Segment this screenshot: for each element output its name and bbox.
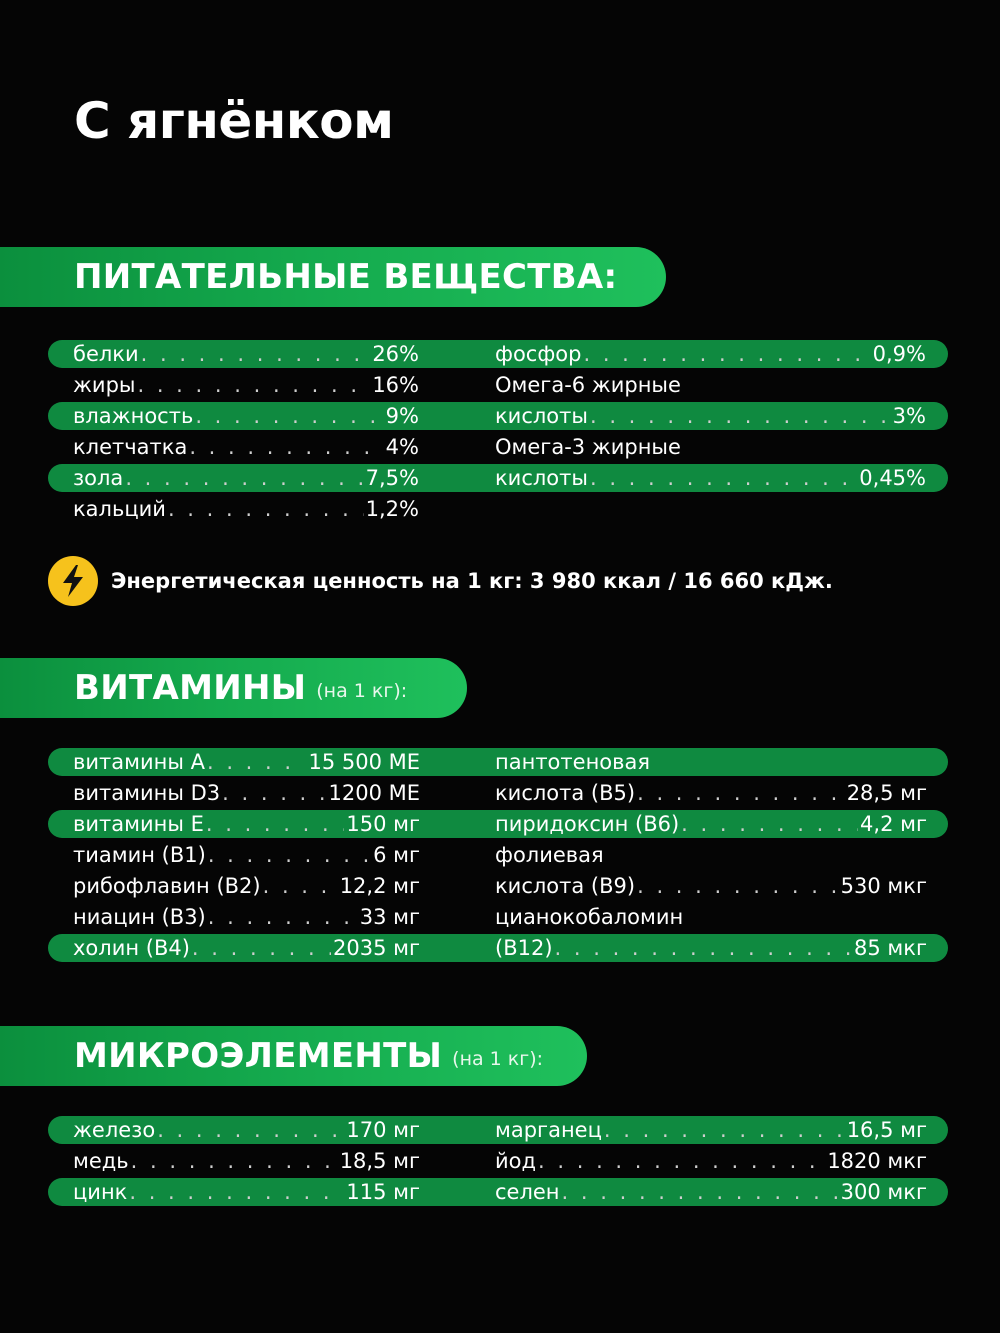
item-value: 16%: [372, 372, 419, 397]
item-value: 12,2 мг: [339, 873, 420, 898]
item-value: 16,5 мг: [846, 1117, 927, 1142]
item-label: тиамин (В1): [73, 842, 206, 867]
list-item: [495, 400, 926, 431]
item-value: 530 мкг: [840, 873, 927, 898]
lightning-bolt-icon: [48, 556, 98, 606]
nutrients-heading: ПИТАТЕЛЬНЫЕ ВЕЩЕСТВА:: [74, 257, 618, 297]
nutrients-banner: [0, 247, 666, 307]
list-item: [73, 901, 420, 932]
item-value: 0,9%: [872, 341, 926, 366]
list-item: [495, 1145, 927, 1176]
item-label: кислоты: [495, 403, 588, 428]
vitamins-right-column: [495, 746, 927, 963]
item-label: кислота (В5): [495, 780, 636, 805]
item-label: цианокобаломин: [495, 904, 684, 929]
item-value: 150 мг: [346, 811, 420, 836]
list-item: [73, 493, 419, 524]
item-value: 18,5 мг: [339, 1148, 420, 1173]
item-value: 1200 МЕ: [328, 780, 420, 805]
list-item: [73, 431, 419, 462]
item-label: холин (В4): [73, 935, 190, 960]
item-value: 170 мг: [346, 1117, 420, 1142]
page-title: С ягнёнком: [74, 92, 394, 150]
item-label: кислоты: [495, 465, 588, 490]
item-value: 85 мкг: [854, 935, 927, 960]
item-label: фосфор: [495, 341, 582, 366]
list-item: [73, 1145, 420, 1176]
energy-text: Энергетическая ценность на 1 кг: 3 980 ккал / 16 660 кДж.: [111, 569, 833, 593]
item-label: цинк: [73, 1179, 128, 1204]
item-label: железо: [73, 1117, 156, 1142]
item-label: влажность: [73, 403, 194, 428]
microelements-note: (на 1 кг):: [452, 1048, 544, 1070]
list-item: [495, 901, 927, 932]
item-label: селен: [495, 1179, 560, 1204]
item-label: пантотеновая: [495, 749, 651, 774]
list-item: [495, 1114, 927, 1145]
item-label: марганец: [495, 1117, 602, 1142]
item-label: йод: [495, 1148, 537, 1173]
item-label: Омега-3 жирные: [495, 434, 681, 459]
list-item: [73, 839, 420, 870]
list-item: [73, 777, 420, 808]
item-value: 115 мг: [346, 1179, 420, 1204]
vitamins-left-column: [73, 746, 420, 963]
item-value: 28,5 мг: [846, 780, 927, 805]
list-item: [495, 1176, 927, 1207]
item-label: медь: [73, 1148, 129, 1173]
microelements-banner: [0, 1026, 587, 1086]
vitamins-note: (на 1 кг):: [316, 680, 408, 702]
item-label: зола: [73, 465, 124, 490]
list-item: [495, 462, 926, 493]
list-item: [495, 338, 926, 369]
item-label: витамины А: [73, 749, 205, 774]
item-label: витамины D3: [73, 780, 221, 805]
item-label: витамины Е: [73, 811, 204, 836]
energy-value: [48, 556, 833, 606]
item-value: 7,5%: [365, 465, 419, 490]
list-item: [73, 338, 419, 369]
list-item: [495, 431, 926, 462]
list-item: [495, 870, 927, 901]
list-item: [73, 369, 419, 400]
item-label: ниацин (В3): [73, 904, 206, 929]
item-value: 26%: [372, 341, 419, 366]
item-label: Омега-6 жирные: [495, 372, 681, 397]
item-value: 1,2%: [365, 496, 419, 521]
list-item: [73, 870, 420, 901]
list-item: [73, 1176, 420, 1207]
vitamins-heading: ВИТАМИНЫ: [74, 668, 307, 708]
item-value: 300 мкг: [840, 1179, 927, 1204]
list-item: [73, 746, 420, 777]
vitamins-banner: [0, 658, 467, 718]
microelements-right-column: [495, 1114, 927, 1207]
item-label: фолиевая: [495, 842, 604, 867]
item-value: 3%: [892, 403, 926, 428]
item-value: 9%: [385, 403, 419, 428]
list-item: [73, 932, 420, 963]
item-label: жиры: [73, 372, 136, 397]
item-value: 0,45%: [859, 465, 926, 490]
item-label: (В12): [495, 935, 553, 960]
item-label: пиридоксин (В6): [495, 811, 680, 836]
item-value: 2035 мг: [333, 935, 420, 960]
item-value: 15 500 МЕ: [308, 749, 420, 774]
list-item: [495, 777, 927, 808]
list-item: [73, 462, 419, 493]
item-value: 33 мг: [359, 904, 420, 929]
microelements-left-column: [73, 1114, 420, 1207]
nutrients-right-column: [495, 338, 926, 493]
item-value: 4,2 мг: [860, 811, 927, 836]
nutrients-left-column: [73, 338, 419, 524]
item-label: белки: [73, 341, 139, 366]
list-item: [73, 1114, 420, 1145]
list-item: [495, 839, 927, 870]
item-value: 6 мг: [373, 842, 420, 867]
list-item: [73, 400, 419, 431]
item-value: 4%: [385, 434, 419, 459]
item-label: клетчатка: [73, 434, 188, 459]
list-item: [495, 932, 927, 963]
item-label: рибофлавин (В2): [73, 873, 261, 898]
list-item: [73, 808, 420, 839]
list-item: [495, 369, 926, 400]
item-label: кислота (В9): [495, 873, 636, 898]
item-value: 1820 мкг: [827, 1148, 927, 1173]
microelements-heading: МИКРОЭЛЕМЕНТЫ: [74, 1036, 443, 1076]
list-item: [495, 746, 927, 777]
item-label: кальций: [73, 496, 166, 521]
list-item: [495, 808, 927, 839]
